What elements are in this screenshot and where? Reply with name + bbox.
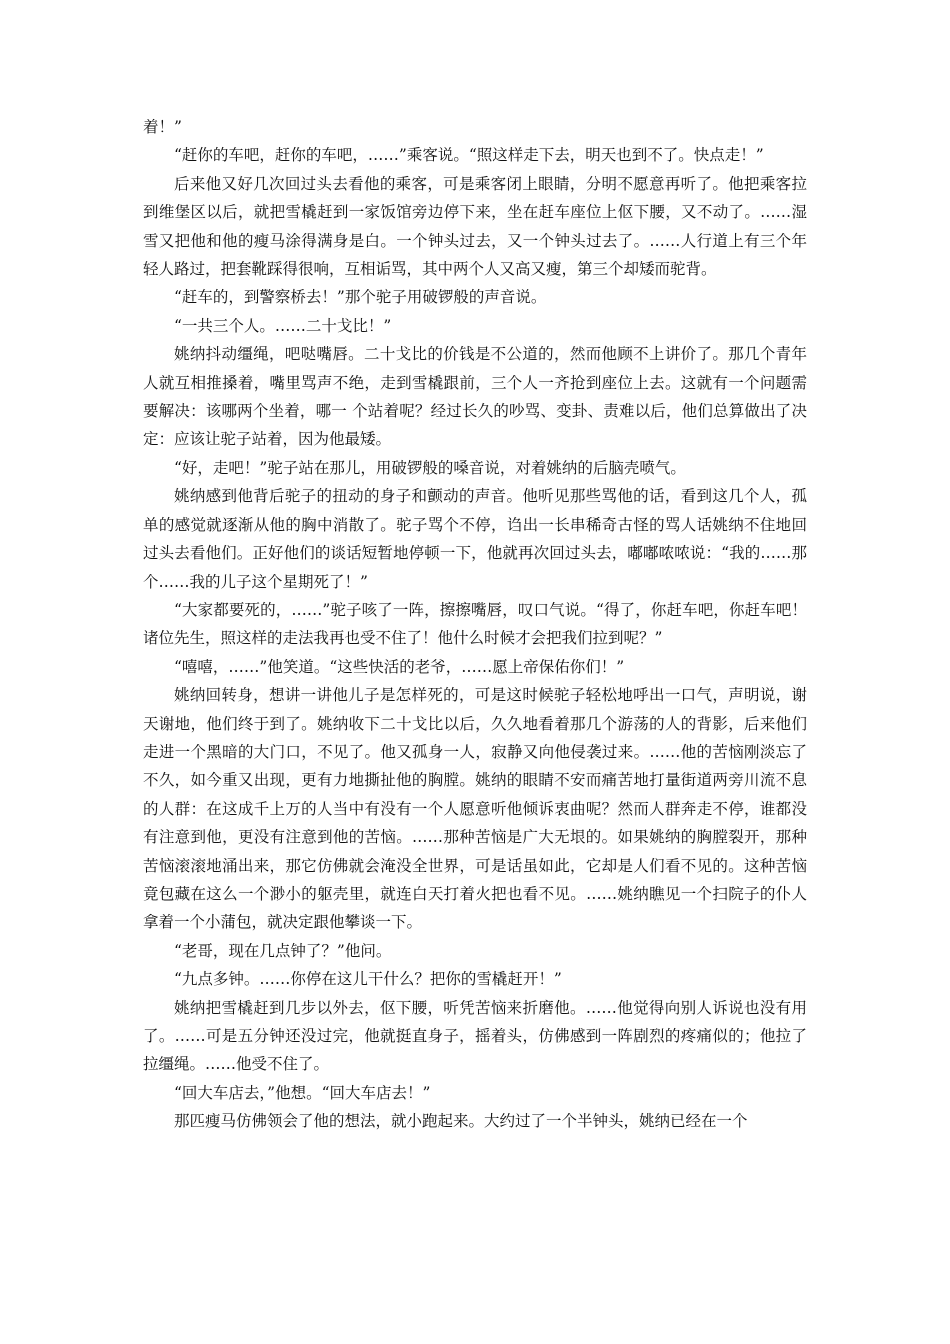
paragraph: “大家都要死的，……”驼子咳了一阵，擦擦嘴唇，叹口气说。“得了，你赶车吧，你赶车吧！诸位先生，照这样的走法我再也受不住了！他什么时候才会把我们拉到呢？” [143, 600, 807, 648]
paragraph: “赶车的，到警察桥去！”那个驼子用破锣般的声音说。 [174, 288, 547, 307]
paragraph: 姚纳抖动缰绳，吧哒嘴唇。二十戈比的价钱是不公道的，然而他顾不上讲价了。那几个青年人就互相推搡着，嘴里骂声不绝，走到雪橇跟前，三个人一齐抢到座位上去。这就有一个问题需要解决：该哪两个坐着，哪一 个站着呢？经过长久的吵骂、变卦、责难以后，他们总算做出了决定：应该让驼子站着，因为他最矮。 [143, 345, 807, 449]
paragraph: “好，走吧！”驼子站在那儿，用破锣般的嗓音说，对着姚纳的后脑壳喷气。 [174, 458, 686, 477]
paragraph: “嘻嘻，……”他笑道。“这些快活的老爷，……愿上帝保佑你们！” [174, 657, 625, 676]
paragraph: 着！” [143, 118, 182, 136]
paragraph: 姚纳感到他背后驼子的扭动的身子和颤动的声音。他听见那些骂他的话，看到这几个人，孤单的感觉就逐渐从他的胸中消散了。驼子骂个不停，诌出一长串稀奇古怪的骂人话姚纳不住地回过头去看他们。正好他们的谈话短暂地停顿一下，他就再次回过头去，嘟嘟哝哝说：“我的……那个……我的儿子这个星期死了！” [143, 487, 807, 591]
paragraph: “一共三个人。……二十戈比！” [174, 316, 392, 335]
paragraph: 那匹瘦马仿佛领会了他的想法，就小跑起来。大约过了一个半钟头，姚纳已经在一个 [174, 1112, 748, 1131]
paragraph: 后来他又好几次回过头去看他的乘客，可是乘客闭上眼睛，分明不愿意再听了。他把乘客拉到维堡区以后，就把雪橇赶到一家饭馆旁边停下来，坐在赶车座位上伛下腰，又不动了。……湿雪又把他和他的瘦马涂得满身是白。一个钟头过去，又一个钟头过去了。……人行道上有三个年轻人路过，把套靴踩得很响，互相诟骂，其中两个人又高又瘦，第三个却矮而驼背。 [143, 174, 807, 279]
paragraph: “老哥，现在几点钟了？”他问。 [174, 941, 392, 960]
paragraph: “赶你的车吧，赶你的车吧，……”乘客说。“照这样走下去，明天也到不了。快点走！” [174, 146, 764, 165]
paragraph: 姚纳把雪橇赶到几步以外去，伛下腰，听凭苦恼来折磨他。……他觉得向别人诉说也没有用了。……可是五分钟还没过完，他就挺直身子，摇着头，仿佛感到一阵剧烈的疼痛似的；他拉了拉缰绳。……他受不住了。 [143, 998, 807, 1074]
paragraph: “九点多钟。……你停在这儿干什么？把你的雪橇赶开！” [174, 970, 562, 989]
paragraph: “回大车店去，”他想。“回大车店去！” [174, 1083, 431, 1102]
paragraph: 姚纳回转身，想讲一讲他儿子是怎样死的，可是这时候驼子轻松地呼出一口气，声明说，谢天谢地，他们终于到了。姚纳收下二十戈比以后，久久地看着那几个游荡的人的背影，后来他们走进一个黑暗的大门口，不见了。他又孤身一人，寂静又向他侵袭过来。……他的苦恼刚淡忘了不久，如今重又出现，更有力地撕扯他的胸膛。姚纳的眼睛不安而痛苦地打量街道两旁川流不息的人群：在这成千上万的人当中有没有一个人愿意听他倾诉衷曲呢？然而人群奔走不停，谁都没有注意到他，更没有注意到他的苦恼。……那种苦恼是广大无垠的。如果姚纳的胸膛裂开，那种苦恼滚滚地涌出来，那它仿佛就会淹没全世界，可是话虽如此，它却是人们看不见的。这种苦恼竟包藏在这么一个渺小的躯壳里，就连白天打着火把也看不见。……姚纳瞧见一个扫院子的仆人拿着一个小蒲包，就决定跟他攀谈一下。 [143, 686, 807, 932]
